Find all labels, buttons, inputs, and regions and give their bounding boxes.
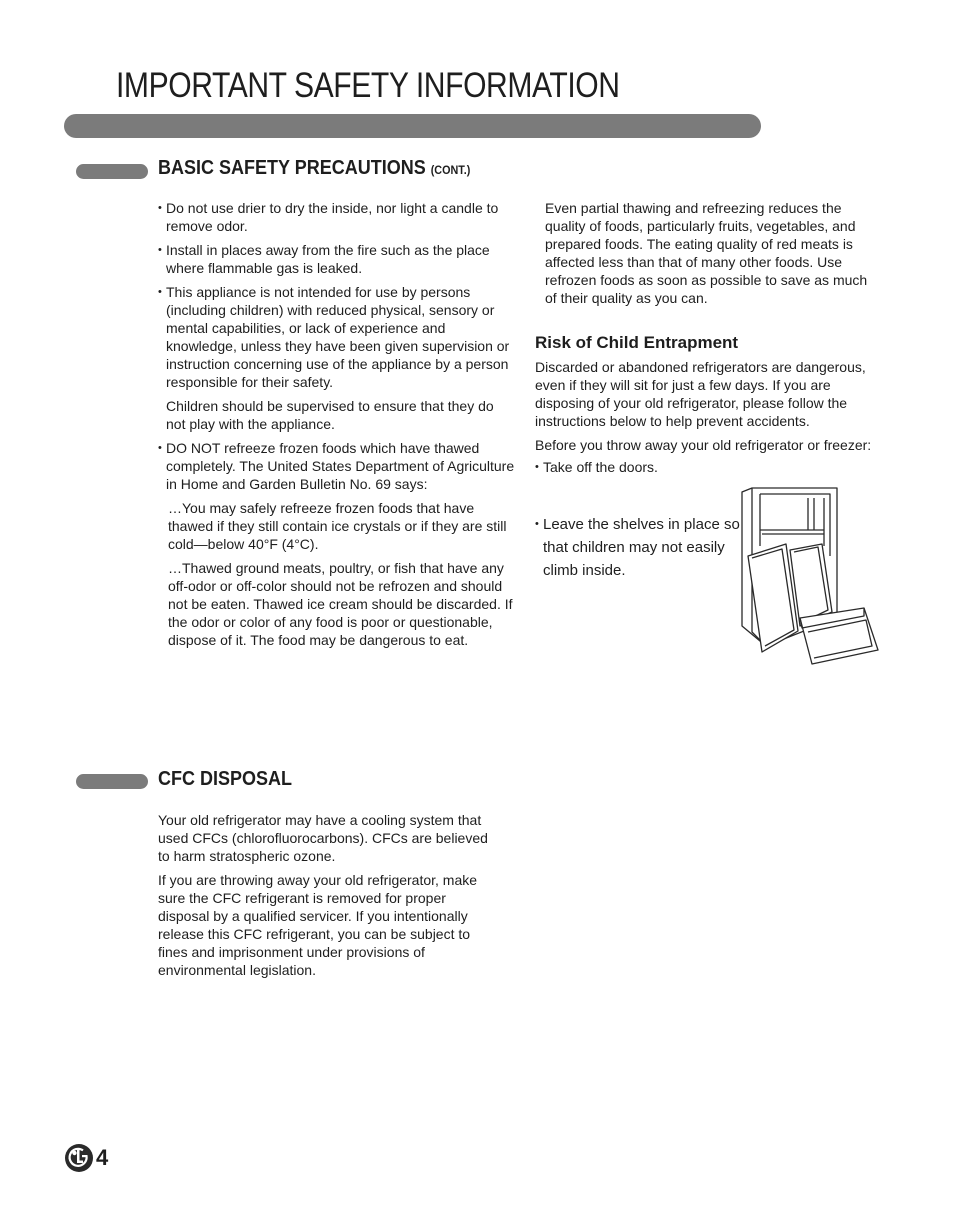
list-item: • This appliance is not intended for use by persons (including children) with reduced physical, sensory or mental capabilities, or lack of experience and knowledge, unless they have been given supervision or instruction concerning use of the appliance by a person responsible for their safety.: [158, 283, 516, 391]
page-number: 4: [96, 1145, 109, 1170]
lg-logo-icon: [64, 1143, 94, 1173]
list-item: • DO NOT refreeze frozen foods which have thawed completely. The United States Department of Agriculture in Home and Garden Bulletin No. 69 says:: [158, 439, 516, 493]
list-item: • Leave the shelves in place so that children may not easily climb inside.: [535, 513, 748, 582]
list-item: • Take off the doors.: [535, 458, 880, 476]
cfc-paragraph: If you are throwing away your old refrigerator, make sure the CFC refrigerant is removed for proper disposal by a qualified servicer. If you intentionally release this CFC refrigerant, you can be subject to fines and imprisonment under provisions of environmental legislation.: [158, 872, 478, 978]
title-bar: [64, 114, 761, 138]
quote-paragraph: …You may safely refreeze frozen foods that have thawed if they still contain ice crystals or if they are still cold—below 40°F (4°C).: [168, 500, 507, 552]
cfc-disposal-text: [158, 811, 498, 979]
subsection-heading-child-entrapment: Risk of Child Entrapment: [535, 333, 739, 352]
page-title: IMPORTANT SAFETY INFORMATION: [116, 66, 620, 105]
children-note: Children should be supervised to ensure that they do not play with the appliance.: [166, 398, 494, 432]
section-heading-text: BASIC SAFETY PRECAUTIONS: [158, 157, 426, 179]
risk-paragraph: Discarded or abandoned refrigerators are dangerous, even if they will sit for just a few days. If you are disposing of your old refrigerator, please follow the instructions below to help prevent accidents.: [535, 359, 866, 429]
quote-paragraph: …Thawed ground meats, poultry, or fish that have any off-odor or off-color should not be refrozen and should not be eaten. Thawed ice cream should be discarded. If the odor or color of any food is poor or questionable, dispose of it. The food may be dangerous to eat.: [168, 560, 513, 648]
thaw-note: Even partial thawing and refreezing reduces the quality of foods, particularly fruits, vegetables, and prepared foods. The eating quality of red meats is affected less than that of many other foods. Use refrozen foods as soon as possible to save as much of their quality as you can.: [545, 200, 868, 306]
cfc-paragraph: Your old refrigerator may have a cooling system that used CFCs (chlorofluorocarbons). CFCs are believed to harm stratospheric ozone.: [158, 812, 488, 864]
list-item: • Do not use drier to dry the inside, nor light a candle to remove odor.: [158, 199, 516, 235]
basic-safety-list: [158, 199, 516, 649]
list-item: • Install in places away from the fire such as the place where flammable gas is leaked.: [158, 241, 516, 277]
refrigerator-doors-removed-illustration: [738, 486, 883, 668]
child-entrapment-text: [535, 358, 880, 476]
section-heading-basic-safety: [158, 157, 470, 180]
risk-paragraph: Before you throw away your old refrigerator or freezer:: [535, 437, 872, 453]
section-marker: [76, 164, 148, 179]
section-heading-cfc-disposal: CFC DISPOSAL: [158, 768, 293, 790]
section-marker: [76, 774, 148, 789]
section-heading-suffix: (CONT.): [430, 163, 471, 177]
